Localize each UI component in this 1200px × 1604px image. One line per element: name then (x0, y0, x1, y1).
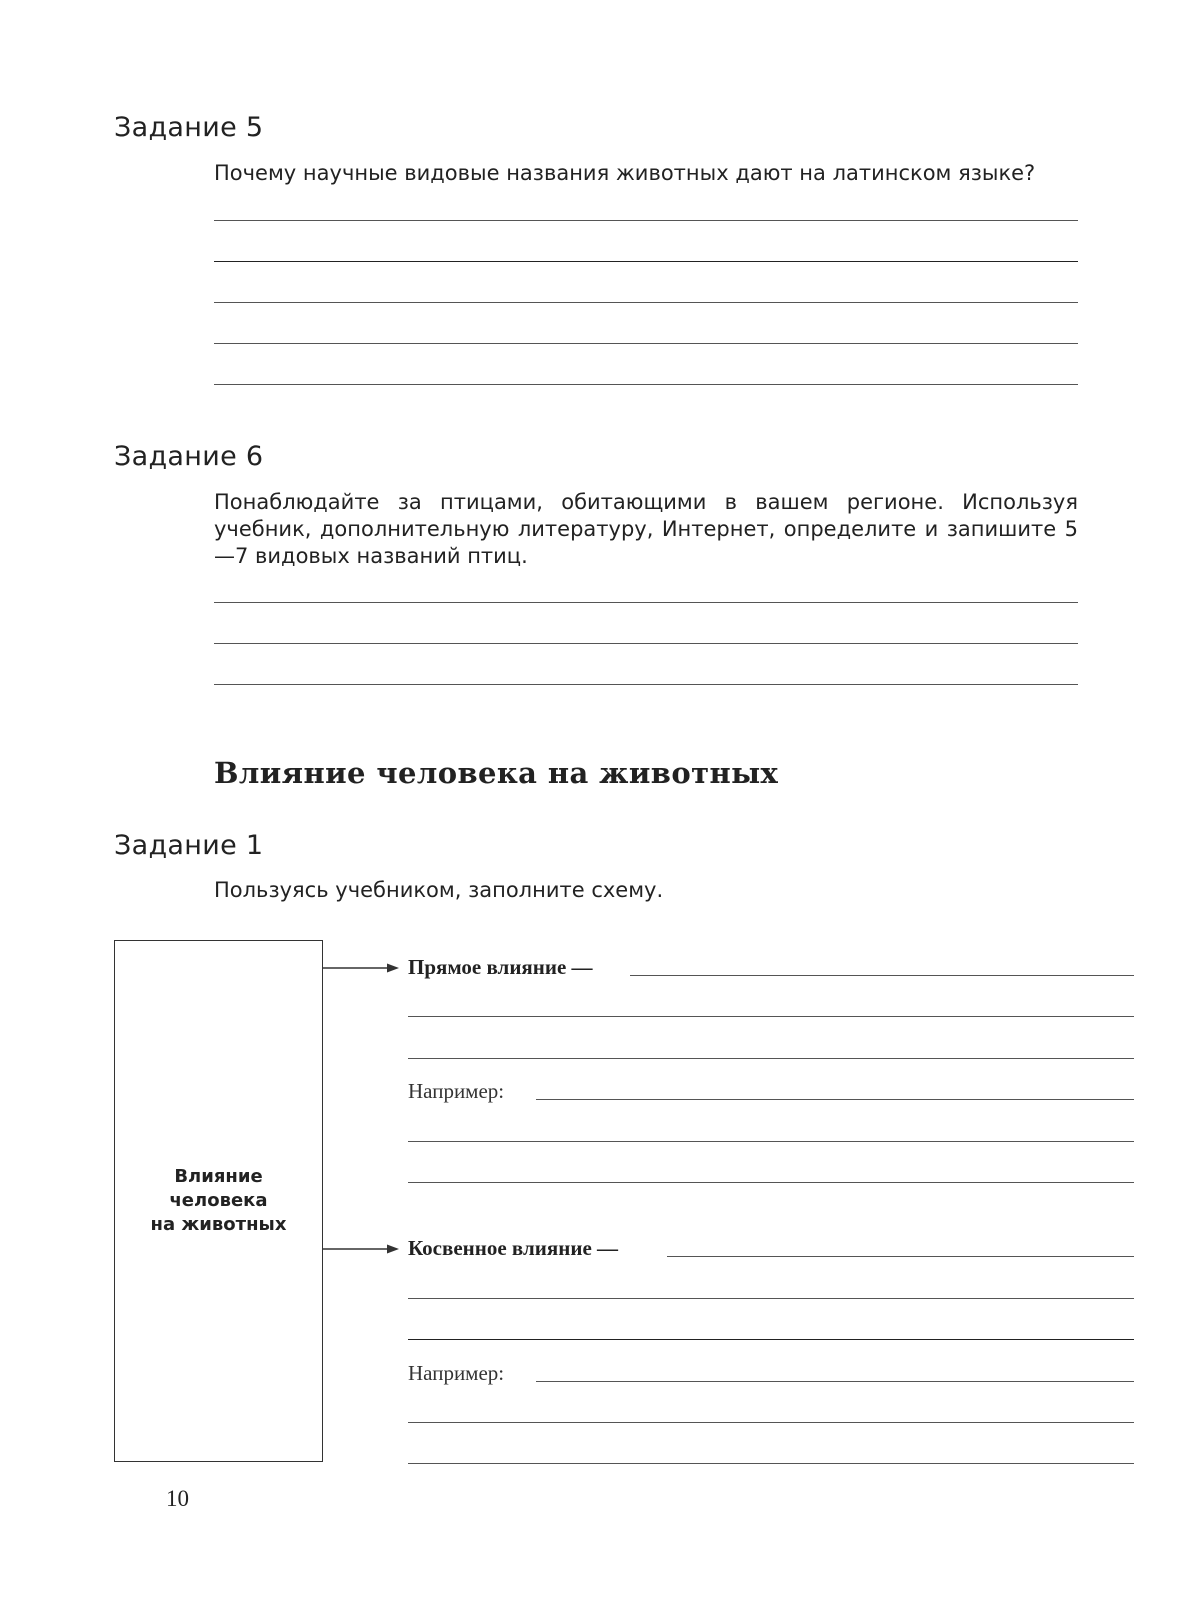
scheme-box-label (115, 1165, 322, 1237)
task-5-answer-line-1[interactable] (214, 220, 1078, 221)
indirect-example-line-3[interactable] (408, 1463, 1134, 1464)
task-6-heading: Задание 6 (114, 441, 264, 472)
arrow-right-icon (323, 960, 401, 976)
task-1-prompt: Пользуясь учебником, заполните схему. (214, 878, 664, 902)
indirect-influence-label: Косвенное влияние — (408, 1236, 619, 1260)
direct-example-line-1[interactable] (536, 1099, 1134, 1100)
task-1-heading: Задание 1 (114, 830, 264, 861)
indirect-example-line-2[interactable] (408, 1422, 1134, 1423)
box-label-line-3: на животных (150, 1214, 287, 1235)
direct-influence-label: Прямое влияние — (408, 955, 593, 979)
task-6-answer-line-2[interactable] (214, 643, 1078, 644)
page-number: 10 (166, 1486, 189, 1511)
indirect-example-line-1[interactable] (536, 1381, 1134, 1382)
task-5-answer-line-2[interactable] (214, 261, 1078, 262)
direct-definition-line-1[interactable] (630, 975, 1134, 976)
box-label-line-2: человека (169, 1190, 268, 1211)
task-6-answer-line-3[interactable] (214, 684, 1078, 685)
box-label-line-1: Влияние (174, 1166, 263, 1187)
task-5-prompt: Почему научные видовые названия животных дают на латинском языке? (214, 161, 1036, 185)
indirect-definition-line-1[interactable] (667, 1256, 1134, 1257)
task-6-prompt: Понаблюдайте за птицами, обитающими в вашем регионе. Используя учебник, дополнительную литературу, Интернет, определите и запишите 5—7 видовых названий птиц. (214, 490, 1078, 568)
task-6-answer-line-1[interactable] (214, 602, 1078, 603)
direct-example-line-2[interactable] (408, 1141, 1134, 1142)
direct-example-label: Например: (408, 1079, 505, 1103)
arrow-right-icon (323, 1241, 401, 1257)
scheme-box (114, 940, 323, 1462)
direct-example-line-3[interactable] (408, 1182, 1134, 1183)
indirect-definition-line-2[interactable] (408, 1298, 1134, 1299)
task-5-answer-line-3[interactable] (214, 302, 1078, 303)
direct-definition-line-3[interactable] (408, 1058, 1134, 1059)
task-5-answer-line-4[interactable] (214, 343, 1078, 344)
indirect-example-label: Например: (408, 1361, 505, 1385)
task-5-heading: Задание 5 (114, 112, 264, 143)
direct-definition-line-2[interactable] (408, 1016, 1134, 1017)
indirect-definition-line-3[interactable] (408, 1339, 1134, 1340)
task-5-answer-line-5[interactable] (214, 384, 1078, 385)
section-title: Влияние человека на животных (214, 756, 779, 790)
